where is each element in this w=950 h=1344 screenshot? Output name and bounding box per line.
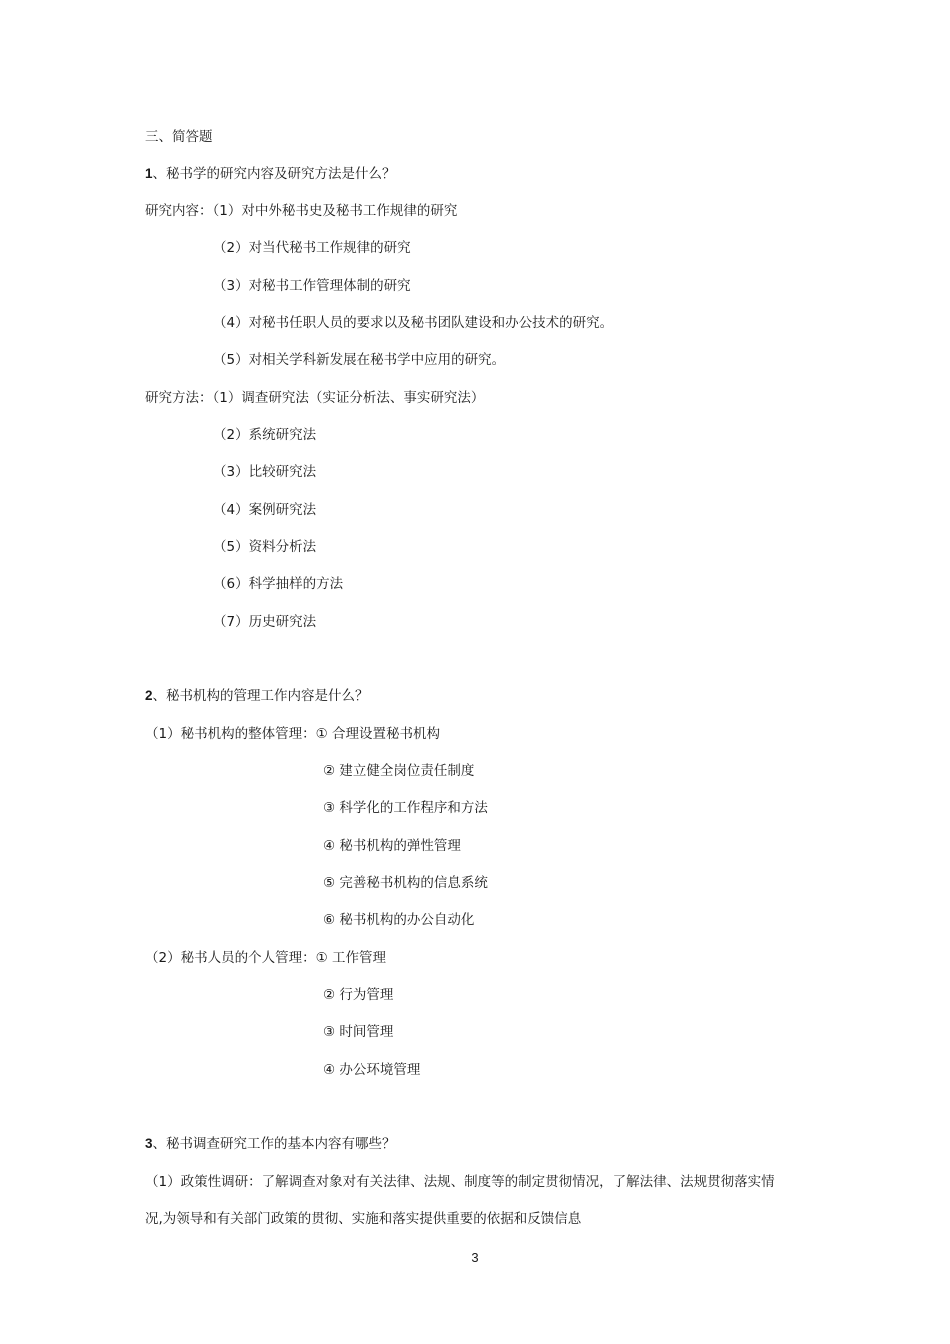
question-3 bbox=[145, 1134, 396, 1154]
q2-part2-item: ③ 时间管理 bbox=[323, 1024, 394, 1040]
q1-content-label: 研究内容： bbox=[145, 203, 213, 219]
section-title: 三、简答题 bbox=[145, 129, 213, 145]
question-1 bbox=[145, 164, 396, 184]
q1-method-row-1 bbox=[145, 388, 484, 408]
q1-method-item: （1）调查研究法（实证分析法、事实研究法） bbox=[212, 390, 485, 406]
q2-part2-item: ④ 办公环境管理 bbox=[323, 1062, 421, 1078]
question-1-number: 1 bbox=[145, 166, 153, 181]
q2-part1-label: （1）秘书机构的整体管理： bbox=[145, 726, 316, 742]
q2-part2-label: （2）秘书人员的个人管理： bbox=[145, 950, 316, 966]
q1-content-item: （5）对相关学科新发展在秘书学中应用的研究。 bbox=[213, 352, 506, 368]
question-3-text: 、秘书调查研究工作的基本内容有哪些？ bbox=[152, 1136, 396, 1152]
q1-content-item: （2）对当代秘书工作规律的研究 bbox=[213, 240, 411, 256]
q2-part1-item: ⑤ 完善秘书机构的信息系统 bbox=[323, 875, 488, 891]
q2-part1-item: ④ 秘书机构的弹性管理 bbox=[323, 838, 461, 854]
q2-part2-item: ① 工作管理 bbox=[315, 950, 386, 966]
q2-part2-row-1 bbox=[145, 948, 386, 968]
q2-part1-row-1 bbox=[145, 724, 440, 744]
q1-content-item: （1）对中外秘书史及秘书工作规律的研究 bbox=[212, 203, 458, 219]
q2-part2-item: ② 行为管理 bbox=[323, 987, 394, 1003]
q2-part1-item: ① 合理设置秘书机构 bbox=[315, 726, 440, 742]
question-2-text: 、秘书机构的管理工作内容是什么？ bbox=[152, 688, 369, 704]
q1-method-item: （5）资料分析法 bbox=[213, 539, 317, 555]
q1-method-item: （2）系统研究法 bbox=[213, 427, 317, 443]
q2-part1-item: ③ 科学化的工作程序和方法 bbox=[323, 800, 488, 816]
q1-method-item: （6）科学抽样的方法 bbox=[213, 576, 344, 592]
q3-paragraph-line: （1）政策性调研：了解调查对象对有关法律、法规、制度等的制定贯彻情况，了解法律、法规贯彻落实情 bbox=[145, 1174, 775, 1190]
q1-method-item: （3）比较研究法 bbox=[213, 464, 317, 480]
q1-content-item: （3）对秘书工作管理体制的研究 bbox=[213, 278, 411, 294]
q1-content-item: （4）对秘书任职人员的要求以及秘书团队建设和办公技术的研究。 bbox=[213, 315, 614, 331]
q2-part1-item: ② 建立健全岗位责任制度 bbox=[323, 763, 475, 779]
question-2 bbox=[145, 686, 369, 706]
q2-part1-item: ⑥ 秘书机构的办公自动化 bbox=[323, 912, 475, 928]
q1-method-item: （7）历史研究法 bbox=[213, 614, 317, 630]
q1-method-item: （4）案例研究法 bbox=[213, 502, 317, 518]
question-2-number: 2 bbox=[145, 688, 153, 703]
page-number: 3 bbox=[471, 1250, 479, 1265]
q1-method-label: 研究方法： bbox=[145, 390, 213, 406]
question-1-text: 、秘书学的研究内容及研究方法是什么？ bbox=[152, 166, 396, 182]
q3-paragraph-line: 况,为领导和有关部门政策的贯彻、实施和落实提供重要的依据和反馈信息 bbox=[145, 1211, 582, 1227]
question-3-number: 3 bbox=[145, 1136, 153, 1151]
q1-content-row-1 bbox=[145, 201, 457, 221]
